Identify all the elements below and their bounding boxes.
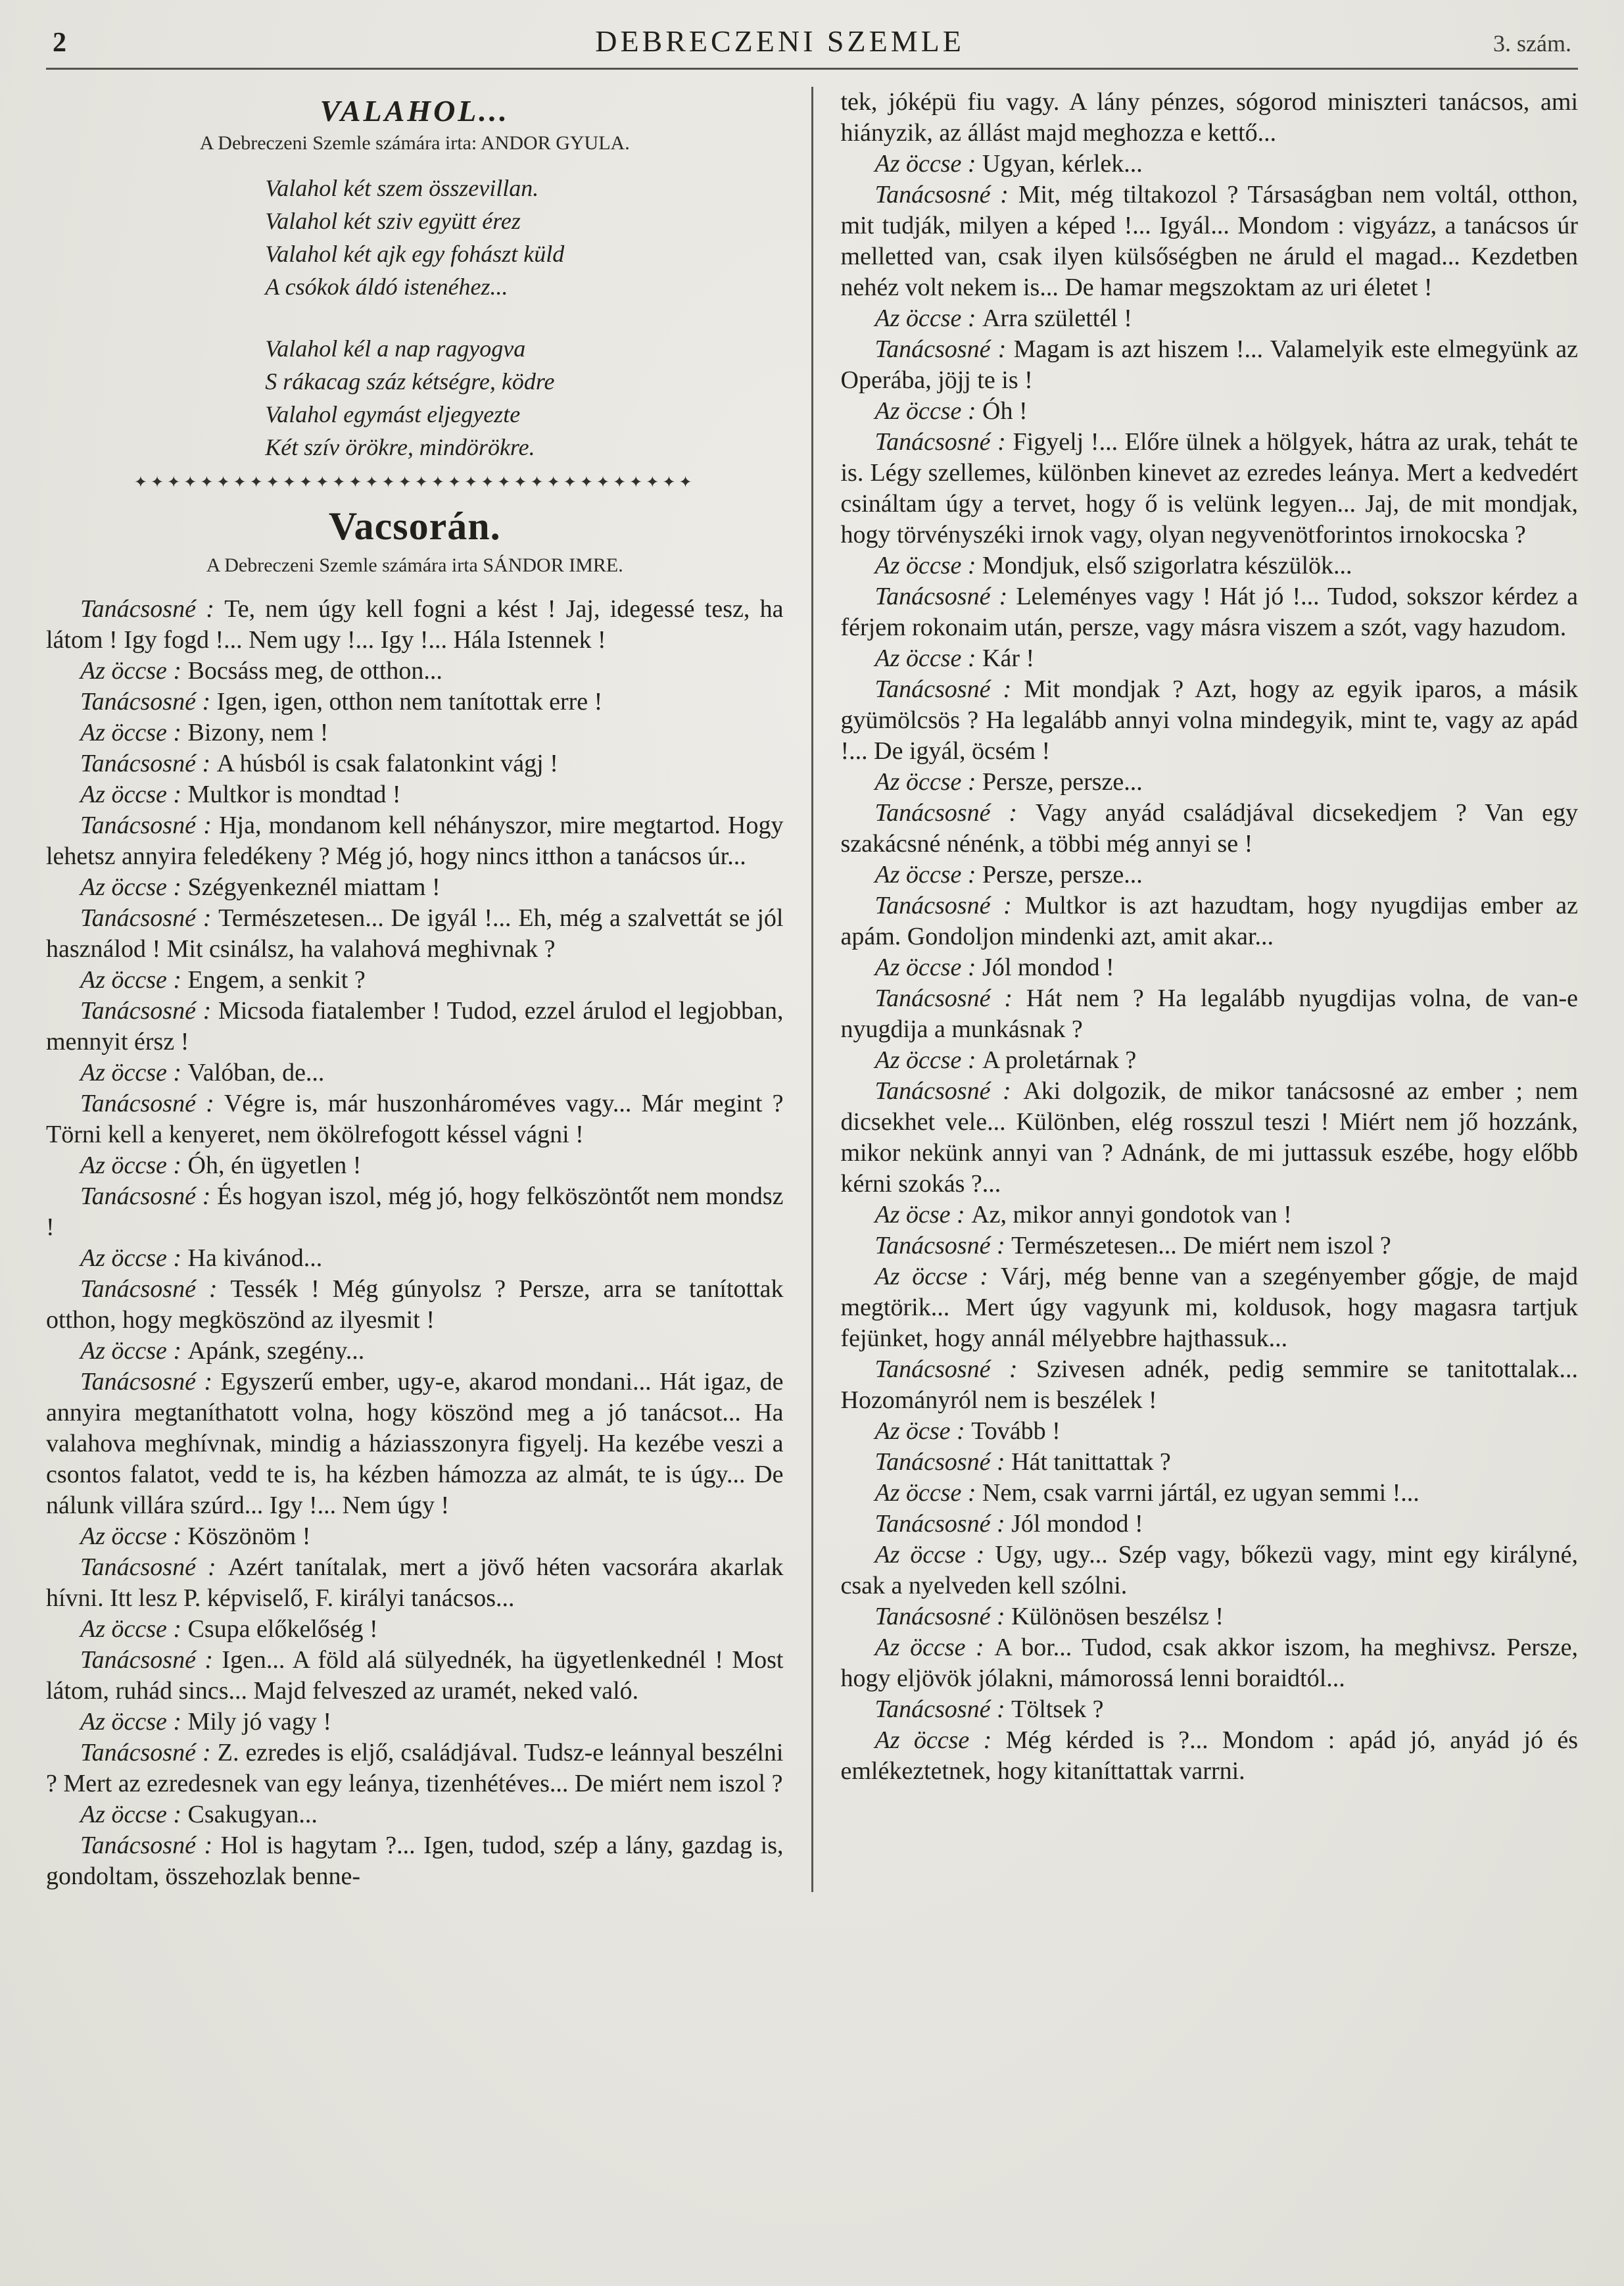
dialog-paragraph: Tanácsosné : Mit, még tiltakozol ? Társaságban nem voltál, otthon, mit tudják, milyen a képed !... Igyál... Mondom : vigyázz, a tanácsos úr melletted van, csak ilyen külsőségben ne áruld el magad... Kezdetben nehéz volt nekem is... De hamar megszoktam az uri életet ! [840, 181, 1578, 301]
speaker-name: Tanácsosné : [874, 1695, 1012, 1723]
speaker-name: Az öccse : [874, 644, 983, 672]
speaker-name: Tanácsosné : [874, 181, 1018, 208]
dialog-paragraph: Tanácsosné : Magam is azt hiszem !... Valamelyik este elmegyünk az Operába, jöjj te is ! [840, 335, 1578, 394]
dialog-paragraph: Az öccse : Még kérded is ?... Mondom : apád jó, anyád jó és emlékeztetnek, hogy kitaníttattak varrni. [840, 1726, 1579, 1785]
dialog-paragraph: Az öccse : Óh, én ügyetlen ! [80, 1152, 362, 1179]
speaker-name: Az öccse : [80, 1244, 188, 1272]
speaker-name: Az öccse : [80, 719, 188, 746]
dialog-paragraph: Az öccse : A proletárnak ? [874, 1046, 1137, 1074]
dialog-paragraph: Tanácsosné : Hja, mondanom kell néhányszor, mire megtartod. Hogy lehetsz annyira feledékeny ? Még jó, hogy nincs itthon a tanácsos úr... [46, 812, 784, 870]
journal-title: DEBRECZENI SZEMLE [595, 24, 965, 58]
dialog-paragraph: Az öccse : Multkor is mondtad ! [80, 781, 401, 808]
dialog-paragraph: Tanácsosné : Z. ezredes is eljő, családjával. Tudsz-e leánnyal beszélni ? Mert az ezredesnek van egy leánya, tizenhétéves... De miért nem iszol ? [46, 1739, 784, 1797]
dialog-paragraph: Az öccse : Valóban, de... [80, 1059, 325, 1086]
poem-line: S rákacag száz kétségre, ködre [265, 368, 555, 395]
speaker-name: Az öccse : [874, 397, 983, 425]
dialog-byline: A Debreczeni Szemle számára irta SÁNDOR IMRE. [206, 554, 623, 576]
dialog-paragraph: Az öccse : Csupa előkelőség ! [80, 1615, 378, 1643]
dialog-paragraph: Az öcse : Tovább ! [874, 1417, 1061, 1445]
two-column-layout [46, 70, 1578, 1892]
dialog-paragraph: Az öccse : Mondjuk, első szigorlatra készülök... [874, 552, 1352, 579]
dialog-paragraph: Az öccse : Ugy, ugy... Szép vagy, bőkezü vagy, mint egy királyné, csak a nyelveden kell szólni. [840, 1541, 1578, 1599]
dialog-paragraph: Tanácsosné : Micsoda fiatalember ! Tudod, ezzel árulod el legjobban, mennyit érsz ! [46, 997, 784, 1056]
poem-line: Valahol két sziv együtt érez [265, 208, 521, 234]
poem-byline: A Debreczeni Szemle számára irta: ANDOR GYULA. [199, 132, 630, 154]
poem-line: Valahol két ajk egy fohászt küld [265, 241, 565, 267]
dialog-paragraph: Tanácsosné : Figyelj !... Előre ülnek a hölgyek, hátra az urak, tehát te is. Légy szellemes, különben kinevet az ezredes leánya. Mert a kedvedért csináltam úgy a tervet, hogy ő is velünk legyen... Jaj, de mit mondjak, hogy törvényszéki irnok vagy, olyan negyvenötforintos irnokocska ? [840, 428, 1578, 548]
dialog-paragraph: Az öccse : Köszönöm ! [80, 1522, 311, 1550]
dialog-paragraph: Tanácsosné : És hogyan iszol, még jó, hogy felköszöntőt nem mondsz ! [46, 1182, 784, 1241]
poem-article [46, 93, 784, 464]
speaker-name: Tanácsosné : [80, 595, 225, 623]
speaker-name: Az öccse : [80, 1615, 188, 1643]
dialog-paragraph: Az öccse : Ugyan, kérlek... [874, 150, 1143, 178]
speaker-name: Az öccse : [80, 657, 188, 685]
dialog-paragraph: Tanácsosné : Igen... A föld alá sülyednék, ha ügyetlenkednél ! Most látom, ruhád sincs... Majd felveszed az uramét, neked való. [46, 1646, 784, 1705]
speaker-name: Az öcse : [874, 1417, 972, 1445]
dialog-paragraph: Tanácsosné : Természetesen... De miért nem iszol ? [874, 1232, 1391, 1259]
speaker-name: Tanácsosné : [874, 1355, 1037, 1383]
speaker-name: Az öccse : [80, 1152, 188, 1179]
speaker-name: Tanácsosné : [874, 1603, 1012, 1630]
poem-line: Két szív örökre, mindörökre. [265, 434, 535, 460]
dialog-article [46, 504, 784, 1892]
dialog-paragraph: Az öccse : Óh ! [874, 397, 1028, 425]
speaker-name: Az öccse : [874, 304, 983, 332]
dialog-paragraph: Tanácsosné : Azért tanítalak, mert a jövő héten vacsorára akarlak hívni. Itt lesz P. képviselő, F. királyi tanácsos... [46, 1553, 784, 1612]
dialog-paragraph: tek, jóképü fiu vagy. A lány pénzes, sógorod miniszteri tanácsos, ami hiányzik, az állást majd meghozza e kettő... [840, 88, 1578, 147]
speaker-name: Az öccse : [874, 861, 983, 888]
dialog-paragraph: Az öccse : Engem, a senkit ? [80, 966, 366, 994]
speaker-name: Az öccse : [80, 873, 188, 901]
speaker-name: Tanácsosné : [80, 1368, 221, 1396]
dialog-left [46, 594, 784, 1892]
speaker-name: Tanácsosné : [80, 1739, 218, 1766]
page-number: 2 [53, 28, 66, 58]
dialog-paragraph: Tanácsosné : A húsból is csak falatonkint vágj ! [80, 750, 558, 777]
speaker-name: Az öccse : [874, 954, 983, 981]
poem-line: Valahol két szem összevillan. [265, 175, 539, 201]
dialog-paragraph: Az öccse : Apánk, szegény... [80, 1337, 365, 1365]
speaker-name: Az öccse : [80, 966, 188, 994]
dialog-paragraph: Az öccse : A bor... Tudod, csak akkor iszom, ha meghivsz. Persze, hogy eljövök jólakni, mámorossá lenni boraidtól... [840, 1634, 1578, 1692]
dialog-paragraph: Az öccse : Bizony, nem ! [80, 719, 329, 746]
dialog-paragraph: Tanácsosné : Végre is, már huszonhároméves vagy... Már megint ? Törni kell a kenyeret, nem ökölrefogott késsel vágni ! [46, 1090, 784, 1148]
dialog-paragraph: Az öccse : Csakugyan... [80, 1801, 318, 1828]
dialog-paragraph: Az öccse : Ha kivánod... [80, 1244, 323, 1272]
speaker-name: Tanácsosné : [80, 1553, 228, 1581]
poem-title: VALAHOL... [320, 94, 510, 128]
issue-number: 3. szám. [1493, 30, 1571, 57]
speaker-name: Az öccse : [874, 1541, 995, 1569]
dialog-paragraph: Az öccse : Bocsáss meg, de otthon... [80, 657, 442, 685]
dialog-paragraph: Tanácsosné : Te, nem úgy kell fogni a kést ! Jaj, idegessé tesz, ha látom ! Igy fogd !... Nem ugy !... Igy !... Hála Istennek ! [46, 595, 784, 654]
speaker-name: Tanácsosné : [874, 583, 1016, 610]
dialog-paragraph: Az öccse : Kár ! [874, 644, 1035, 672]
ornament-divider: ✦✦✦✦✦✦✦✦✦✦✦✦✦✦✦✦✦✦✦✦✦✦✦✦✦✦✦✦✦✦✦✦✦✦ [133, 474, 696, 491]
speaker-name: Az öccse : [80, 1337, 188, 1365]
dialog-paragraph: Tanácsosné : Aki dolgozik, de mikor tanácsosné az ember ; nem dicsekhet vele... Különben, elég rosszul teszi ! Miért nem jő hozzánk, mikor nekünk annyi van ? Adnánk, de mi juttassuk eszébe, hogy előbb kérni szokás ?... [840, 1077, 1579, 1198]
dialog-right [841, 87, 1579, 1787]
speaker-name: Tanácsosné : [80, 1646, 222, 1674]
dialog-paragraph: Tanácsosné : Hát nem ? Ha legalább nyugdijas volna, de van-e nyugdija a munkásnak ? [840, 985, 1579, 1043]
speaker-name: Tanácsosné : [80, 812, 220, 839]
speaker-name: Tanácsosné : [80, 1275, 231, 1303]
dialog-paragraph: Az öccse : Szégyenkeznél miattam ! [80, 873, 441, 901]
speaker-name: Tanácsosné : [874, 1448, 1012, 1476]
dialog-paragraph: Tanácsosné : Mit mondjak ? Azt, hogy az egyik iparos, a másik gyümölcsös ? Ha legalább annyi volna mindegyik, mint te, vagy az apád !... De igyál, öcsém ! [840, 675, 1579, 765]
dialog-paragraph: Tanácsosné : Természetesen... De igyál !... Eh, még a szalvettát se jól használod ! Mit csinálsz, ha valahová meghivnak ? [46, 904, 784, 963]
left-column [46, 87, 811, 1892]
speaker-name: Az öccse : [874, 552, 983, 579]
dialog-paragraph: Tanácsosné : Igen, igen, otthon nem tanítottak erre ! [80, 688, 603, 716]
dialog-paragraph: Tanácsosné : Különösen beszélsz ! [874, 1603, 1224, 1630]
poem-line: Valahol kél a nap ragyogva [265, 335, 526, 362]
dialog-paragraph: Az öccse : Persze, persze... [874, 861, 1143, 888]
speaker-name: Tanácsosné : [80, 688, 217, 716]
poem-stanza [265, 332, 564, 464]
speaker-name: Tanácsosné : [874, 892, 1025, 919]
dialog-paragraph: Az öccse : Várj, még benne van a szegényember gőgje, de majd megtörik... Mert úgy vagyunk mi, koldusok, hogy magasra tartjuk fejünket, hogy annál mélyebbre hajthassuk... [840, 1263, 1578, 1352]
speaker-name: Tanácsosné : [874, 335, 1014, 363]
speaker-name: Tanácsosné : [874, 1232, 1012, 1259]
dialog-paragraph: Tanácsosné : Vagy anyád családjával dicsekedjem ? Van egy szakácsné nénénk, a többi még annyi se ! [840, 799, 1578, 858]
dialog-paragraph: Az öcse : Az, mikor annyi gondotok van ! [874, 1201, 1292, 1228]
speaker-name: Az öccse : [874, 1726, 1006, 1754]
speaker-name: Az öccse : [80, 1059, 188, 1086]
speaker-name: Az öccse : [80, 1522, 188, 1550]
dialog-paragraph: Tanácsosné : Leleményes vagy ! Hát jó !... Tudod, sokszor kérdez a férjem rokonaim után, persze, vagy másra viszem a szót, vagy hazudom. [840, 583, 1579, 641]
dialog-paragraph: Tanácsosné : Hol is hagytam ?... Igen, tudod, szép a lány, gazdag is, gondoltam, összehozlak benne- [46, 1832, 784, 1890]
speaker-name: Az öccse : [874, 768, 983, 796]
poem-line: A csókok áldó istenéhez... [265, 274, 508, 300]
right-column [813, 87, 1579, 1892]
dialog-paragraph: Tanácsosné : Tessék ! Még gúnyolsz ? Persze, arra se tanítottak otthon, hogy megköszönd az ilyesmit ! [46, 1275, 784, 1334]
speaker-name: Tanácsosné : [874, 428, 1013, 456]
speaker-name: Tanácsosné : [874, 1077, 1024, 1105]
speaker-name: Az öccse : [80, 781, 188, 808]
speaker-name: Az öccse : [874, 150, 983, 178]
speaker-name: Az öcse : [874, 1201, 972, 1228]
speaker-name: Az öccse : [80, 1801, 188, 1828]
speaker-name: Tanácsosné : [80, 1832, 221, 1859]
dialog-paragraph: Az öccse : Mily jó vagy ! [80, 1708, 332, 1736]
speaker-name: Tanácsosné : [874, 1510, 1012, 1538]
dialog-paragraph: Az öccse : Arra születtél ! [874, 304, 1132, 332]
dialog-paragraph: Tanácsosné : Töltsek ? [874, 1695, 1104, 1723]
dialog-paragraph: Tanácsosné : Hát tanittattak ? [874, 1448, 1171, 1476]
dialog-paragraph: Az öccse : Nem, csak varrni jártál, ez ugyan semmi !... [874, 1479, 1420, 1507]
speaker-name: Tanácsosné : [80, 1090, 224, 1117]
page-header [46, 24, 1578, 70]
speaker-name: Az öccse : [874, 1634, 995, 1661]
speaker-name: Tanácsosné : [80, 904, 219, 932]
poem-body [265, 172, 564, 464]
dialog-paragraph: Tanácsosné : Egyszerű ember, ugy-e, akarod mondani... Hát igaz, de annyira megtaníthatott volna, hogy köszönd meg a jó tanácsot... Ha valahova meghívnak, mindig a háziasszonyra figyelj. Ha kezébe veszi a csontos falatot, vedd te is, ha kézben hámozza az almát, te is úgy... De nálunk villára szúrd... Igy !... Nem úgy ! [46, 1368, 784, 1519]
speaker-name: Tanácsosné : [874, 675, 1024, 703]
speaker-name: Az öccse : [874, 1263, 1001, 1290]
dialog-paragraph: Tanácsosné : Multkor is azt hazudtam, hogy nyugdijas ember az apám. Gondoljon mindenki azt, amit akar... [840, 892, 1578, 950]
poem-line: Valahol egymást eljegyezte [265, 401, 521, 427]
dialog-paragraph: Az öccse : Jól mondod ! [874, 954, 1114, 981]
speaker-name: Az öccse : [874, 1479, 983, 1507]
dialog-title: Vacsorán. [328, 504, 501, 548]
dialog-paragraph: Az öccse : Persze, persze... [874, 768, 1143, 796]
speaker-name: Tanácsosné : [874, 985, 1026, 1012]
poem-stanza [265, 172, 564, 303]
speaker-name: Tanácsosné : [80, 997, 218, 1025]
dialog-paragraph: Tanácsosné : Jól mondod ! [874, 1510, 1143, 1538]
speaker-name: Tanácsosné : [874, 799, 1036, 827]
speaker-name: Az öccse : [80, 1708, 188, 1736]
speaker-name: Tanácsosné : [80, 750, 217, 777]
speaker-name: Tanácsosné : [80, 1182, 218, 1210]
speaker-name: Az öccse : [874, 1046, 983, 1074]
dialog-paragraph: Tanácsosné : Szivesen adnék, pedig semmire se tanitottalak... Hozományról nem is beszélek ! [840, 1355, 1578, 1414]
